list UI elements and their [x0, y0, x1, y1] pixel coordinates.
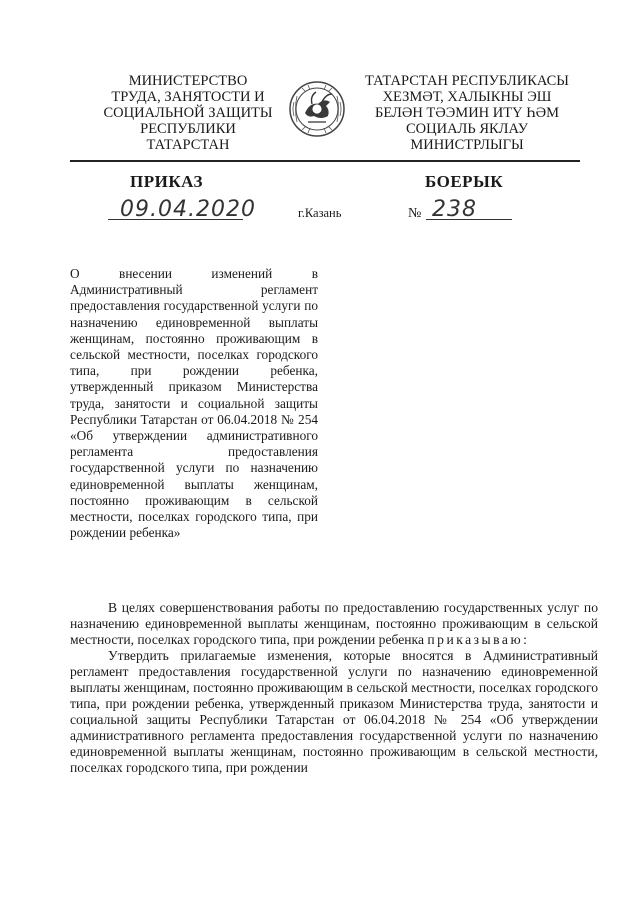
order-number: 238 [432, 197, 477, 222]
order-title-russian: ПРИКАЗ [130, 172, 203, 191]
date-underline [108, 219, 243, 220]
order-title-tatar: БОЕРЫК [425, 172, 504, 191]
header-line: МИНИСТЕРСТВО [128, 73, 248, 89]
order-number-label: № [408, 206, 422, 221]
body-paragraph [70, 600, 598, 648]
number-underline [426, 219, 512, 220]
header-line: ТРУДА, ЗАНЯТОСТИ И [111, 89, 265, 105]
header-divider [70, 160, 580, 162]
body-paragraph: Утвердить прилагаемые изменения, которые вносятся в Административный регламент предоставления государственной услуги по назначению единовременной выплаты женщинам, постоянно проживающим в сельской местности, поселках городского типа, при рождении ребенка, утвержденный приказом Министерства труда, занятости и социальной защиты Республики Татарстан от 06.04.2018 № 254 «Об утверждении административного регламента предоставления государственной услуги по назначению единовременной выплаты женщинам, постоянно проживающим в сельской местности, поселках городского типа, при рождении [70, 648, 598, 775]
header-line: ТАТАРСТАН РЕСПУБЛИКАСЫ [365, 73, 569, 89]
header-line: БЕЛӘН ТӘЭМИН ИТҮ ҺӘМ [375, 105, 559, 121]
order-body [70, 600, 598, 776]
order-date: 09.04.2020 [120, 197, 256, 222]
header-line: МИНИСТРЛЫГЫ [410, 137, 524, 153]
order-city: г.Казань [298, 206, 342, 220]
header-line: СОЦИАЛЬ ЯКЛАУ [406, 121, 528, 137]
order-subject: О внесении изменений в Административный регламент предоставления государственной услуги по назначению единовременной выплаты женщинам, постоянно проживающим в сельской местности, поселках городского типа, при рождении ребенка, утвержденный приказом Министерства труда, занятости и социальной защиты Республики Татарстан от 06.04.2018 № 254 «Об утверждении административного регламента предоставления государственной услуги по назначению единовременной выплаты женщинам, постоянно проживающим в сельской местности, поселках городского типа, при рождении ребенка» [70, 266, 318, 541]
header-line: РЕСПУБЛИКИ [140, 121, 236, 137]
paragraph-text: В целях совершенствования работы по предоставлению государственных услуг по назначению единовременной выплаты женщинам, постоянно проживающим в сельской местности, поселках городского типа, при рождении ребенка [70, 600, 598, 647]
ministry-name-russian [88, 73, 288, 153]
header-line: ТАТАРСТАН [146, 137, 230, 153]
order-directive: приказываю: [427, 632, 530, 647]
tatarstan-coat-of-arms-icon [288, 80, 346, 138]
ministry-name-tatar [362, 73, 572, 153]
header-line: СОЦИАЛЬНОЙ ЗАЩИТЫ [103, 105, 273, 121]
header-line: ХЕЗМӘТ, ХАЛЫКНЫ ЭШ [382, 89, 552, 105]
